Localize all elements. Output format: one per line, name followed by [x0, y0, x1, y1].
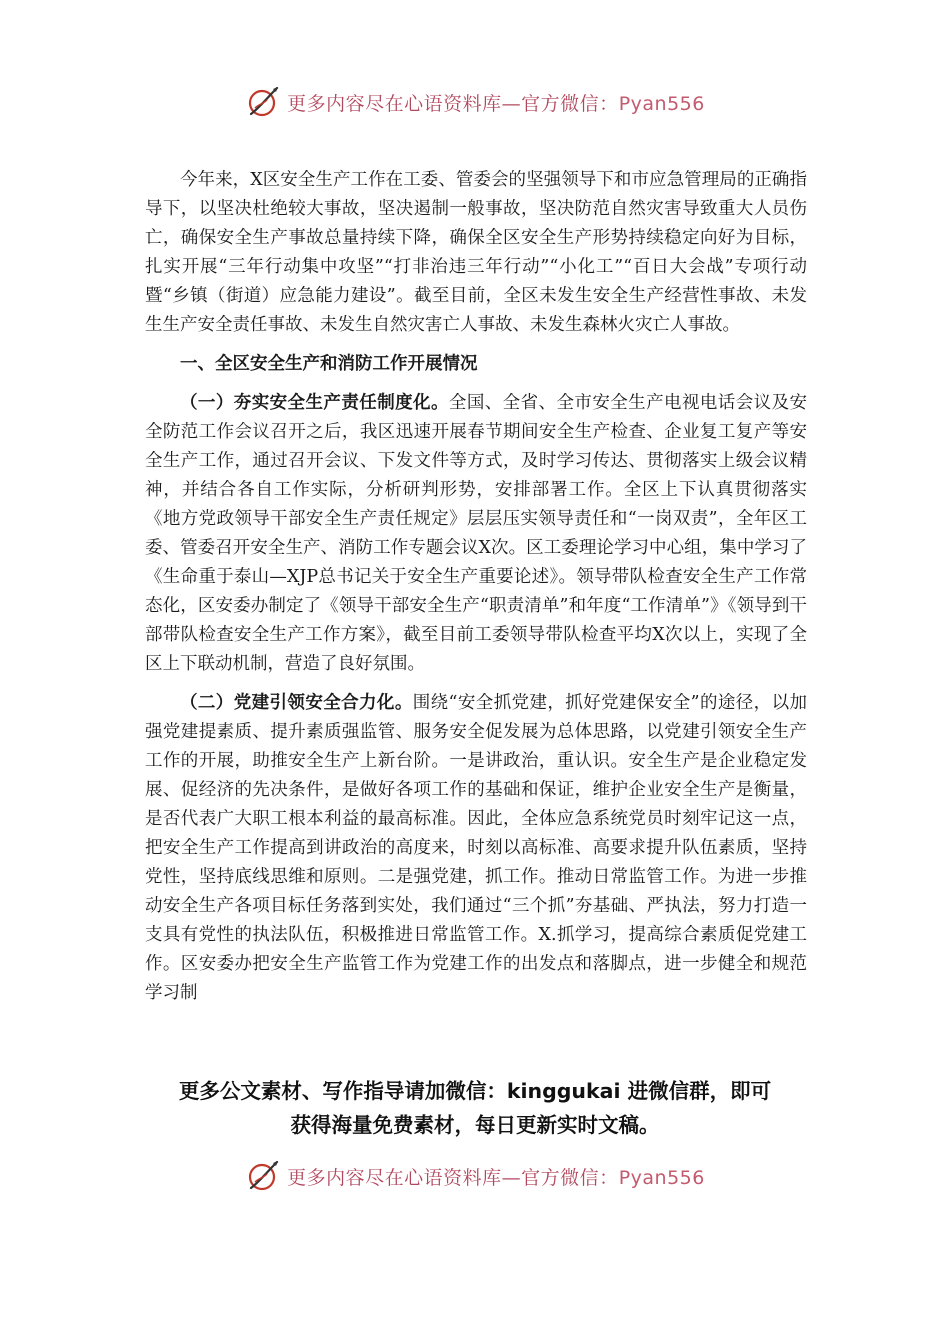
- subsection-1-paragraph: [145, 389, 807, 679]
- section-heading: 一、全区安全生产和消防工作开展情况: [180, 354, 478, 374]
- promo-line-2: 获得海量免费素材，每日更新实时文稿。: [290, 1113, 660, 1137]
- header-site-text: 更多内容尽在心语资料库: [287, 92, 502, 115]
- subsection-1-text: 全国、全省、全市安全生产电视电话会议及安全防范工作会议召开之后，我区迅速开展春节期间安全生产检查、企业复工复产等安全生产工作，通过召开会议、下发文件等方式，及时学习传达、贯彻落实上级会议精神，并结合各自工作实际，分析研判形势，安排部署工作。全区上下认真贯彻落实《地方党政领导干部安全生产责任规定》层层压实领导责任和“一岗双责”，全年区工委、管委召开安全生产、消防工作专题会议X次。区工委理论学习中心组，集中学习了《生命重于泰山—XJP总书记关于安全生产重要论述》。领导带队检查安全生产工作常态化，区安委办制定了《领导干部安全生产“职责清单”和年度“工作清单”》《领导到干部带队检查安全生产工作方案》，截至目前工委领导带队检查平均X次以上，实现了全区上下联动机制，营造了良好氛围。: [145, 393, 808, 674]
- header-wechat-label: 官方微信：: [521, 92, 619, 115]
- footer-wechat-label: 官方微信：: [521, 1166, 619, 1189]
- header-dash: —: [501, 92, 522, 115]
- header-banner: [0, 78, 950, 126]
- subsection-1-lead: （一）夯实安全生产责任制度化。: [180, 393, 449, 413]
- intro-paragraph: 今年来，X区安全生产工作在工委、管委会的坚强领导下和市应急管理局的正确指导下，以坚决杜绝较大事故，坚决遏制一般事故，坚决防范自然灾害导致重大人员伤亡，确保安全生产事故总量持续下降，确保全区安全生产形势持续稳定向好为目标，扎实开展“三年行动集中攻坚”“打非治违三年行动”“小化工”“百日大会战”专项行动暨“乡镇（街道）应急能力建设”。截至目前，全区未发生安全生产经营性事故、未发生生产安全责任事故、未发生自然灾害亡人事故、未发生森林火灾亡人事故。: [145, 170, 807, 335]
- footer-dash: —: [501, 1166, 522, 1189]
- promo-block: [100, 1074, 850, 1142]
- subsection-2-paragraph: [145, 689, 807, 1008]
- footer-site-text: 更多内容尽在心语资料库: [287, 1166, 502, 1189]
- header-banner-text: [287, 89, 705, 116]
- subsection-2-lead: （二）党建引领安全合力化。: [180, 693, 413, 713]
- footer-banner-text: [287, 1163, 705, 1190]
- promo-line-1: 更多公文素材、写作指导请加微信：kinggukai 进微信群，即可: [178, 1079, 772, 1103]
- header-wechat-id: Pyan556: [618, 92, 705, 115]
- document-body: [145, 166, 807, 1018]
- subsection-2-text: 围绕“安全抓党建，抓好党建保安全”的途径，以加强党建提素质、提升素质强监管、服务安全促发展为总体思路，以党建引领安全生产工作的开展，助推安全生产上新台阶。一是讲政治，重认识。安全生产是企业稳定发展、促经济的先决条件，是做好各项工作的基础和保证，维护企业安全生产是衡量，是否代表广大职工根本利益的最高标准。因此，全体应急系统党员时刻牢记这一点，把安全生产工作提高到讲政治的高度来，时刻以高标准、高要求提升队伍素质，坚持党性，坚持底线思维和原则。二是强党建，抓工作。推动日常监管工作。为进一步推动安全生产各项目标任务落到实处，我们通过“三个抓”夯基础、严执法，努力打造一支具有党性的执法队伍，积极推进日常监管工作。X.抓学习，提高综合素质促党建工作。区安委办把安全生产监管工作为党建工作的出发点和落脚点，进一步健全和规范学习制: [145, 693, 807, 1003]
- footer-banner: [0, 1152, 950, 1200]
- footer-wechat-id: Pyan556: [618, 1166, 705, 1189]
- pen-in-circle-logo-icon: [245, 84, 281, 120]
- pen-in-circle-logo-icon: [245, 1158, 281, 1194]
